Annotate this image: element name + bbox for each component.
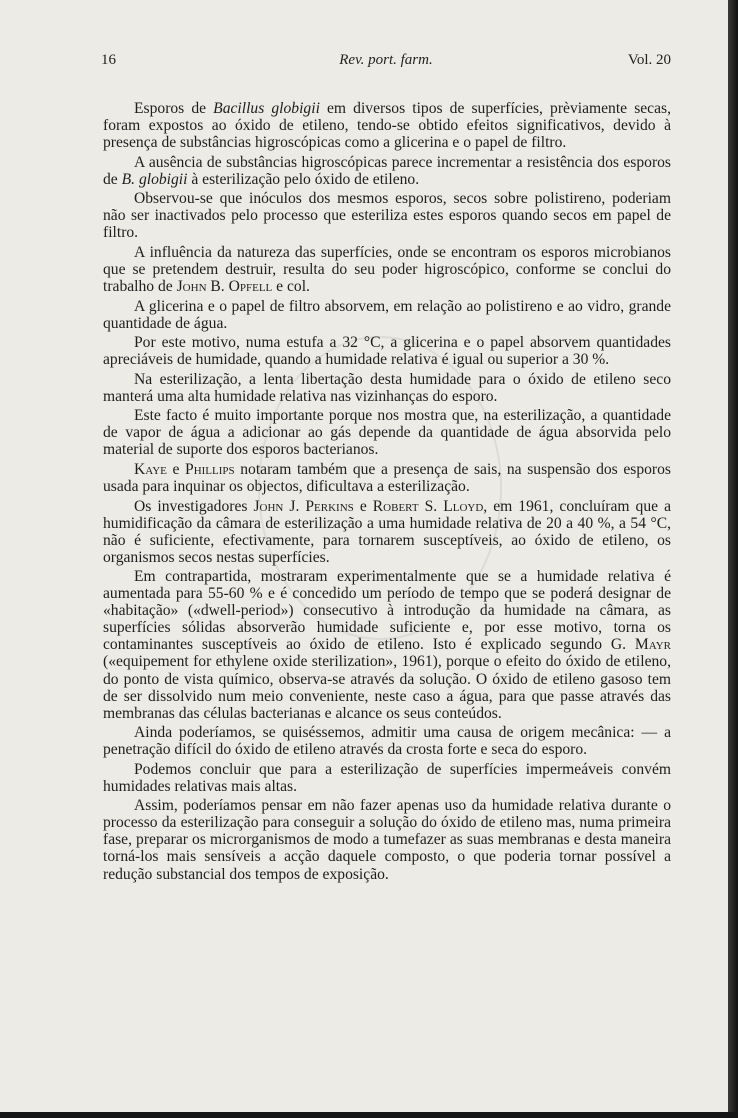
paragraph-14: Assim, poderíamos pensar em não fazer apenas uso da humidade relativa durante o processo da esterilização para conseguir a solução do óxido de etileno mas, numa primeira fase, preparar os microrganismos de modo a tumefazer as suas membranas e desta maneira torná-los mais sensíveis a acção daquele composto, o que poderia tornar possível a redução substancial dos tempos de exposição. xyxy=(103,797,671,883)
paragraph-2: A ausência de substâncias higroscópicas parece incrementar a resistência dos esporos de B. globigii à esterilização pelo óxido de etileno. xyxy=(103,153,671,188)
paragraph-13: Podemos concluir que para a esterilização de superfícies impermeáveis convém humidades relativas mais altas. xyxy=(103,760,671,795)
page-edge-shadow xyxy=(728,0,738,1118)
volume-label: Vol. 20 xyxy=(627,52,671,68)
paragraph-9: Kaye e Phillips notaram também que a presença de sais, na suspensão dos esporos usada para inquinar os objectos, dificultava a esterilização. xyxy=(103,460,671,495)
page-number: 16 xyxy=(101,52,116,68)
paragraph-3: Observou-se que inóculos dos mesmos esporos, secos sobre polistireno, poderiam não ser inactivados pelo processo que esteriliza estes esporos quando secos em papel de filtro. xyxy=(103,190,671,242)
paragraph-11: Em contrapartida, mostraram experimentalmente que se a humidade relativa é aumentada para 55-60 % e é concedido um período de tempo que se poderá designar de «habitação» («dwell-period») consecutivo à introdução da humidade na câmara, as superfícies sólidas absorverão humidade suficiente e, por esse motivo, torna os contaminantes susceptíveis ao óxido de etileno. Isto é explicado segundo G. Mayr («equipement for ethylene oxide sterilization», 1961), porque o efeito do óxido de etileno, do ponto de vista químico, observa-se através da solução. O óxido de etileno gasoso tem de ser dissolvido num meio conveniente, neste caso a água, para que passe através das membranas das células bacterianas e alcance os seus conteúdos. xyxy=(103,568,671,722)
paragraph-10: Os investigadores John J. Perkins e Robert S. Lloyd, em 1961, concluíram que a humidificação da câmara de esterilização a uma humidade relativa de 20 a 40 %, a 54 °C, não é suficiente, efectivamente, para tornarem susceptíveis, ao óxido de etileno, os organismos secos nestas superfícies. xyxy=(103,497,672,566)
paragraph-1: Esporos de Bacillus globigii em diversos tipos de superfícies, prèviamente secas, foram expostos ao óxido de etileno, tendo-se obtido efeitos significativos, devido à presença de substâncias higroscópicas como a glicerina e o papel de filtro. xyxy=(103,100,671,152)
body-text xyxy=(103,100,671,885)
paragraph-5: A glicerina e o papel de filtro absorvem, em relação ao polistireno e ao vidro, grande quantidade de água. xyxy=(103,297,671,332)
running-header xyxy=(101,52,671,78)
journal-title: Rev. port. farm. xyxy=(339,52,433,68)
paragraph-8: Este facto é muito importante porque nos mostra que, na esterilização, a quantidade de vapor de água a adicionar ao gás depende da quantidade de água absorvida pelo material de suporte dos esporos bacterianos. xyxy=(103,407,671,459)
paragraph-7: Na esterilização, a lenta libertação desta humidade para o óxido de etileno seco manterá uma alta humidade relativa nas vizinhanças do esporo. xyxy=(103,370,671,405)
paragraph-4: A influência da natureza das superfícies, onde se encontram os esporos microbianos que se pretendem destruir, resulta do seu poder higroscópico, conforme se conclui do trabalho de John B. Opfell e col. xyxy=(103,243,671,295)
paragraph-12: Ainda poderíamos, se quiséssemos, admitir uma causa de origem mecânica: — a penetração difícil do óxido de etileno através da crosta forte e seca do esporo. xyxy=(103,724,671,759)
paragraph-6: Por este motivo, numa estufa a 32 °C, a glicerina e o papel absorvem quantidades apreciáveis de humidade, quando a humidade relativa é igual ou superior a 30 %. xyxy=(103,334,671,369)
page-bottom-edge xyxy=(0,1112,738,1118)
